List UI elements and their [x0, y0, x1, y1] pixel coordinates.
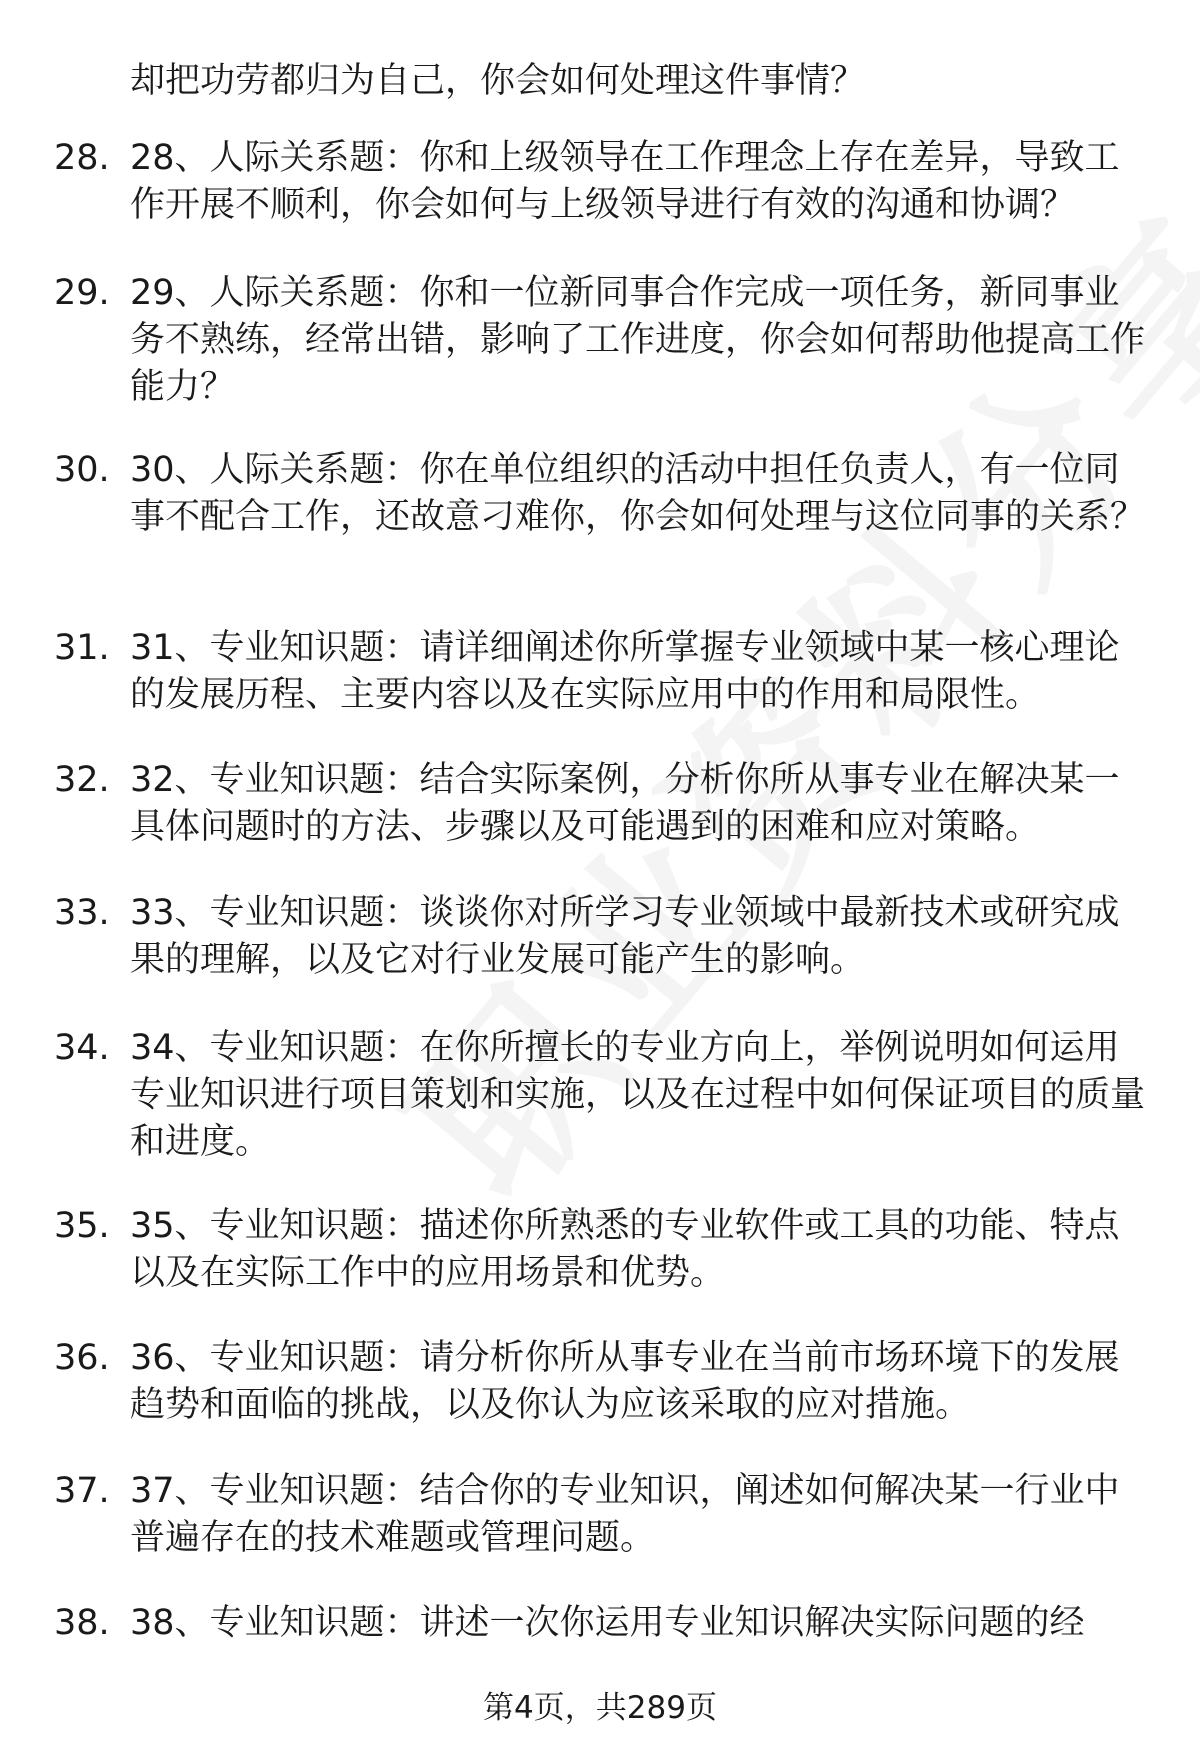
item-number: 35.	[54, 1206, 110, 1246]
item-text: 34、专业知识题：在你所擅长的专业方向上，举例说明如何运用专业知识进行项目策划和实施，以及在过程中如何保证项目的质量和进度。	[130, 1028, 1146, 1162]
item-text: 33、专业知识题：谈谈你对所学习专业领域中最新技术或研究成果的理解，以及它对行业发展可能产生的影响。	[130, 893, 1120, 980]
item-text: 29、人际关系题：你和一位新同事合作完成一项任务，新同事业务不熟练，经常出错，影响了工作进度，你会如何帮助他提高工作能力？	[130, 273, 1146, 407]
continuation-line: 却把功劳都归为自己，你会如何处理这件事情？	[130, 61, 866, 101]
item-text: 32、专业知识题：结合实际案例，分析你所从事专业在解决某一具体问题时的方法、步骤以及可能遇到的困难和应对策略。	[130, 760, 1120, 847]
page-footer: 第4页，共289页	[483, 1690, 717, 1726]
item-text: 30、人际关系题：你在单位组织的活动中担任负责人，有一位同事不配合工作，还故意刁难你，你会如何处理与这位同事的关系？	[130, 450, 1146, 537]
item-number: 31.	[54, 628, 110, 668]
item-text: 37、专业知识题：结合你的专业知识，阐述如何解决某一行业中普遍存在的技术难题或管理问题。	[130, 1471, 1120, 1558]
item-text: 36、专业知识题：请分析你所从事专业在当前市场环境下的发展趋势和面临的挑战，以及你认为应该采取的应对措施。	[130, 1338, 1120, 1425]
item-number: 30.	[54, 450, 110, 490]
item-number: 37.	[54, 1471, 110, 1511]
item-number: 38.	[54, 1603, 110, 1643]
item-number: 32.	[54, 760, 110, 800]
item-text: 28、人际关系题：你和上级领导在工作理念上存在差异，导致工作开展不顺利，你会如何与上级领导进行有效的沟通和协调？	[130, 138, 1120, 225]
item-number: 34.	[54, 1028, 110, 1068]
item-text: 35、专业知识题：描述你所熟悉的专业软件或工具的功能、特点以及在实际工作中的应用场景和优势。	[130, 1206, 1120, 1293]
item-number: 28.	[54, 138, 110, 178]
item-number: 36.	[54, 1338, 110, 1378]
item-text: 31、专业知识题：请详细阐述你所掌握专业领域中某一核心理论的发展历程、主要内容以及在实际应用中的作用和局限性。	[130, 628, 1120, 715]
item-number: 33.	[54, 893, 110, 933]
item-text: 38、专业知识题：讲述一次你运用专业知识解决实际问题的经	[130, 1603, 1085, 1643]
item-number: 29.	[54, 273, 110, 313]
